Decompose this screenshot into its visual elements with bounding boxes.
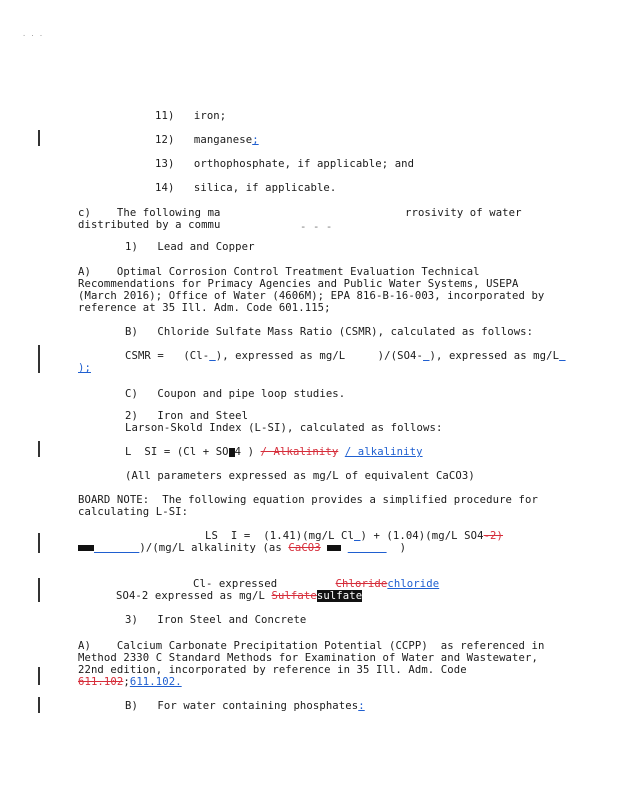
heading-iron-steel: 2) Iron and Steel bbox=[125, 410, 249, 422]
heading-iron-steel-concrete: 3) Iron Steel and Concrete bbox=[125, 614, 307, 626]
para-a-line2: Recommendations for Primacy Agencies and Public Water Systems, USEPA bbox=[78, 278, 519, 290]
heading-lead-copper: 1) Lead and Copper bbox=[125, 241, 255, 253]
ls-formula-line2: )/(mg/L alkalinity (as CaCO3 ) bbox=[78, 542, 406, 554]
change-bar bbox=[38, 345, 40, 373]
iron-steel-lsi-intro: Larson-Skold Index (L-SI), calculated as follows: bbox=[125, 422, 443, 434]
section-c-line1: c) The following ma bbox=[78, 207, 221, 219]
list-item: 11) iron; bbox=[155, 110, 227, 122]
definition-chloride: Cl- expressed Chloridechloride bbox=[193, 578, 440, 590]
list-item: 13) orthophosphate, if applicable; and bbox=[155, 158, 415, 170]
change-bar bbox=[38, 578, 40, 602]
change-bar bbox=[38, 130, 40, 146]
section-c-line2: distributed by a commu bbox=[78, 219, 221, 231]
scan-dash: - - - bbox=[300, 221, 333, 233]
lsi-note: (All parameters expressed as mg/L of equivalent CaCO3) bbox=[125, 470, 475, 482]
csmr-formula: CSMR = (Cl- ), expressed as mg/L )/(SO4- ), expressed as mg/L bbox=[125, 350, 560, 362]
para-b2: B) For water containing phosphates: bbox=[125, 700, 365, 712]
para-a-line1: A) Optimal Corrosion Control Treatment Evaluation Technical bbox=[78, 266, 480, 278]
section-c-line1-end: rrosivity of water bbox=[405, 207, 522, 219]
para-a2-line4: 611.102;611.102. bbox=[78, 676, 182, 688]
list-item: 12) manganese; bbox=[155, 134, 259, 146]
board-note-line2: calculating L-SI: bbox=[78, 506, 189, 518]
para-a-line4: reference at 35 Ill. Adm. Code 601.115; bbox=[78, 302, 331, 314]
lsi-formula: L SI = (Cl + SO 4 ) / Alkalinity / alkalinity bbox=[125, 446, 423, 458]
ls-formula-line1: LS I = (1.41)(mg/L Cl ) + (1.04)(mg/L SO4-2) bbox=[205, 530, 504, 542]
change-bar bbox=[38, 441, 40, 457]
change-bar bbox=[38, 667, 40, 685]
para-c: C) Coupon and pipe loop studies. bbox=[125, 388, 346, 400]
board-note-line1: BOARD NOTE: The following equation provides a simplified procedure for bbox=[78, 494, 538, 506]
list-item: 14) silica, if applicable. bbox=[155, 182, 337, 194]
csmr-formula-end: ); bbox=[78, 362, 91, 374]
change-bar bbox=[38, 533, 40, 553]
para-a2-line2: Method 2330 C Standard Methods for Examination of Water and Wastewater, bbox=[78, 652, 538, 664]
para-a-line3: (March 2016); Office of Water (4606M); EPA 816-B-16-003, incorporated by bbox=[78, 290, 545, 302]
para-a2-line3: 22nd edition, incorporated by reference in 35 Ill. Adm. Code bbox=[78, 664, 467, 676]
para-b: B) Chloride Sulfate Mass Ratio (CSMR), calculated as follows: bbox=[125, 326, 534, 338]
definition-sulfate: SO4-2 expressed as mg/L Sulfatesulfate bbox=[116, 590, 363, 602]
change-bar bbox=[38, 697, 40, 713]
scan-marks: . . . bbox=[22, 30, 44, 38]
para-a2-line1: A) Calcium Carbonate Precipitation Potential (CCPP) as referenced in bbox=[78, 640, 545, 652]
